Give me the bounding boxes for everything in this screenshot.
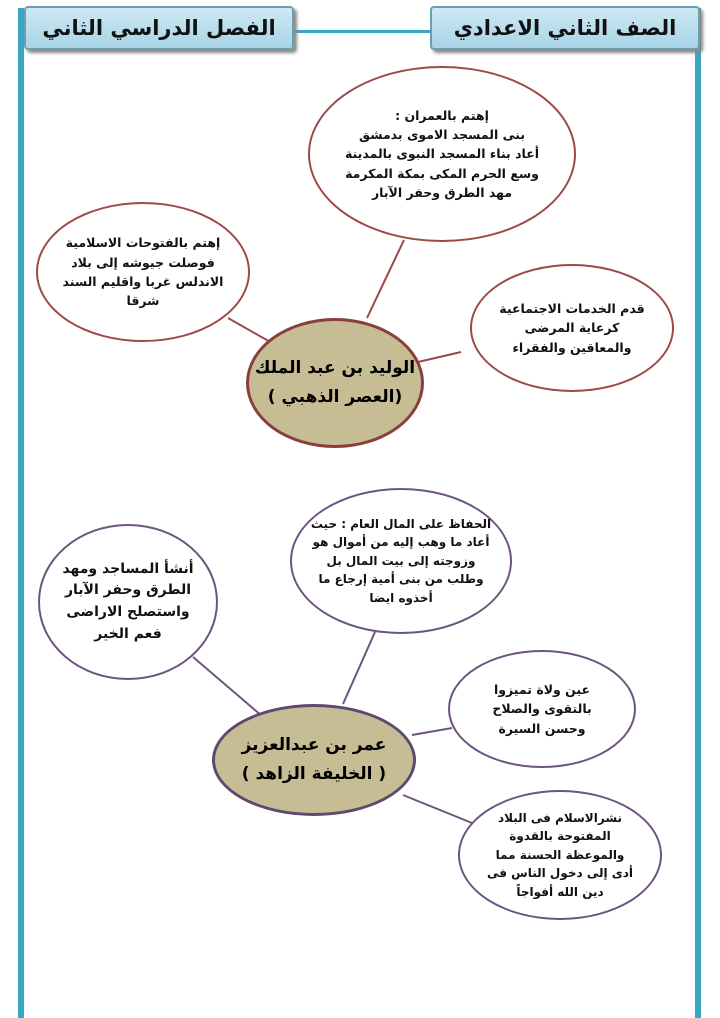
walid-urbanism-text <box>345 106 539 203</box>
connector-walid-urbanism <box>367 240 404 318</box>
walid-conquests-line: الاندلس غربا واقليم السند <box>62 274 224 289</box>
omar-spread-line: أدى إلى دخول الناس فى <box>486 866 634 881</box>
omar-name: عمر بن عبدالعزيز <box>241 735 387 756</box>
walid-social-line: والمعاقين والفقراء <box>512 339 632 355</box>
connector-omar-works <box>193 657 262 716</box>
connector-omar-money <box>343 632 375 704</box>
walid-urbanism-bubble <box>308 66 576 242</box>
omar-governors-bubble <box>448 650 636 768</box>
omar-public-money-line: وطلب من بنى أمية إرجاع ما <box>318 572 484 587</box>
omar-governors-text <box>492 680 591 738</box>
omar-spread-line: والموعظة الحسنة مما <box>495 847 625 862</box>
walid-title: (العصر الذهبي ) <box>267 387 403 407</box>
omar-title: ( الخليفة الزاهد ) <box>241 764 387 784</box>
walid-urbanism-line: بنى المسجد الاموى بدمشق <box>358 126 526 142</box>
omar-spread-line: نشرالاسلام فى البلاد <box>497 810 623 825</box>
omar-governors-line: وحسن السيرة <box>498 720 586 736</box>
omar-works-line: أنشأ المساجد ومهد <box>62 560 194 577</box>
walid-social-line: قدم الخدمات الاجتماعية <box>499 300 645 316</box>
connector-walid-conquests <box>228 318 272 343</box>
walid-center-text <box>255 354 415 412</box>
omar-spread-line: المفتوحة بالقدوة <box>509 829 611 844</box>
walid-urbanism-line: مهد الطرق وحفر الآبار <box>371 185 513 201</box>
omar-works-bubble <box>38 524 218 680</box>
connector-walid-social <box>418 352 461 362</box>
walid-conquests-bubble <box>36 202 250 342</box>
omar-governors-line: عين ولاة تميزوا <box>493 681 591 697</box>
omar-public-money-line: الحفاظ على المال العام : حيث <box>310 516 492 531</box>
walid-conquests-text <box>63 233 224 311</box>
walid-social-line: كرعاية المرضى <box>524 320 620 336</box>
omar-works-line: واستصلح الاراضى <box>66 604 190 620</box>
walid-urbanism-line: وسع الحرم المكى بمكة المكرمة <box>345 165 539 181</box>
omar-public-money-line: وزوجته إلى بيت المال بل <box>326 553 476 568</box>
omar-works-line: فعم الخير <box>94 625 162 642</box>
walid-name: الوليد بن عبد الملك <box>254 358 416 379</box>
omar-center-text <box>242 731 387 789</box>
omar-public-money-bubble <box>290 488 512 634</box>
grade-label: الصف الثاني الاعدادي <box>453 16 677 40</box>
connector-omar-governors <box>412 728 452 735</box>
walid-conquests-line: شرقا <box>126 293 160 309</box>
walid-conquests-line: إهتم بالفتوحات الاسلامية <box>65 235 221 251</box>
walid-urbanism-line: أعاد بناء المسجد النبوى بالمدينة <box>344 146 540 162</box>
omar-public-money-line: أعاد ما وهب إليه من أموال هو <box>312 535 490 550</box>
connector-omar-spread <box>403 795 472 823</box>
omar-public-money-text <box>311 515 491 608</box>
walid-social-bubble <box>470 264 674 392</box>
omar-center-node <box>212 704 416 816</box>
omar-spread-bubble <box>458 790 662 920</box>
omar-public-money-line: أخذوه ايضا <box>369 590 433 605</box>
walid-social-text <box>499 299 644 357</box>
term-label: الفصل الدراسي الثاني <box>42 16 276 40</box>
omar-works-text <box>62 559 193 646</box>
omar-spread-text <box>487 809 633 902</box>
walid-center-node <box>246 318 424 448</box>
omar-governors-line: بالتقوى والصلاح <box>492 701 592 717</box>
walid-urbanism-line: إهتم بالعمران : <box>395 107 489 123</box>
omar-works-line: الطرق وحفر الآبار <box>64 582 192 599</box>
walid-conquests-line: فوصلت جيوشه إلى بلاد <box>71 254 215 270</box>
omar-spread-line: دين الله أفواجاً <box>516 884 604 899</box>
